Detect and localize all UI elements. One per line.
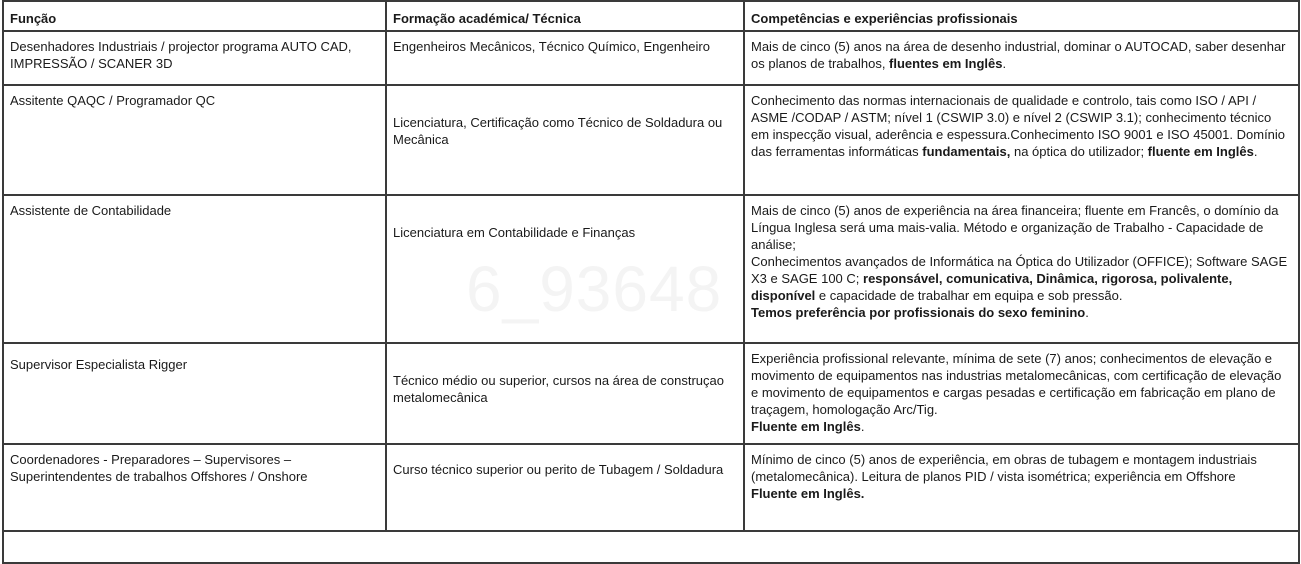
cell-funcao: Supervisor Especialista Rigger <box>3 343 386 444</box>
body-text: . <box>1253 144 1258 159</box>
cell-competencias <box>744 444 1299 531</box>
table-header-row <box>3 1 1299 31</box>
cell-formacao: Licenciatura, Certificação como Técnico de Soldadura ou Mecânica <box>386 85 744 195</box>
table-row <box>3 343 1299 444</box>
cell-formacao: Licenciatura em Contabilidade e Finanças <box>386 195 744 343</box>
emphasis-text: Temos preferência por profissionais do sexo feminino <box>751 305 1086 320</box>
cell-competencias <box>744 31 1299 85</box>
cell-formacao: Curso técnico superior ou perito de Tubagem / Soldadura <box>386 444 744 531</box>
table-row <box>3 195 1299 343</box>
cell-funcao: Coordenadores - Preparadores – Supervisores – Superintendentes de trabalhos Offshores / Onshore <box>3 444 386 531</box>
body-text: . <box>1002 56 1007 71</box>
emphasis-text: responsável, comunicativa, Dinâmica, rigorosa, polivalente, disponível <box>751 271 1233 303</box>
cell-funcao: Assitente QAQC / Programador QC <box>3 85 386 195</box>
body-text: . <box>860 419 865 434</box>
table-row <box>3 444 1299 531</box>
table-row <box>3 31 1299 85</box>
cell-funcao: Assistente de Contabilidade <box>3 195 386 343</box>
body-text: Conhecimentos avançados de Informática na Óptica do Utilizador (OFFICE); Software SAGE X3 e SAGE 100 C; <box>751 254 1288 286</box>
emphasis-text: fluente em Inglês <box>1147 144 1254 159</box>
cell-competencias <box>744 195 1299 343</box>
watermark: 6_93648 <box>466 253 723 325</box>
header-funcao: Função <box>3 1 386 31</box>
job-requirements-table <box>2 0 1300 564</box>
body-text: . <box>1085 305 1089 320</box>
body-text: na óptica do utilizador; <box>1010 144 1148 159</box>
cell-formacao: Engenheiros Mecânicos, Técnico Químico, Engenheiro <box>386 31 744 85</box>
body-text: Mais de cinco (5) anos de experiência na área financeira; fluente em Francês, o domínio da Língua Inglesa será uma mais-valia. Método e organização de Trabalho - Capacidade de análise; <box>751 203 1279 252</box>
table-row-continuation <box>3 531 1299 563</box>
table-row <box>3 85 1299 195</box>
cell-competencias <box>744 85 1299 195</box>
body-text: Experiência profissional relevante, mínima de sete (7) anos; conhecimentos de elevação e movimento de equipamentos nas industrias metalomecânicas, com certificação de elevação e movimento de equipamentos e cargas pesadas e certificação em fabricação em plano de traçagem, homologação Arc/Tig. <box>751 351 1282 417</box>
cell-formacao: Técnico médio ou superior, cursos na área de construçao metalomecânica <box>386 343 744 444</box>
emphasis-text: Fluente em Inglês. <box>751 486 865 501</box>
emphasis-text: Fluente em Inglês <box>751 419 861 434</box>
emphasis-text: fundamentais, <box>922 144 1011 159</box>
header-competencias: Competências e experiências profissionais <box>744 1 1299 31</box>
cell-competencias <box>744 343 1299 444</box>
emphasis-text: fluentes em Inglês <box>889 56 1003 71</box>
cell-funcao: Desenhadores Industriais / projector programa AUTO CAD, IMPRESSÃO / SCANER 3D <box>3 31 386 85</box>
cell-continuation <box>3 531 1299 563</box>
header-formacao: Formação académica/ Técnica <box>386 1 744 31</box>
body-text: Mínimo de cinco (5) anos de experiência, em obras de tubagem e montagem industriais (metalomecânica). Leitura de planos PID / vista isométrica; experiência em Offshore <box>751 452 1257 484</box>
body-text: e capacidade de trabalhar em equipa e sob pressão. <box>815 288 1123 303</box>
body-text: Mais de cinco (5) anos na área de desenho industrial, dominar o AUTOCAD, saber desenhar os planos de trabalhos, <box>751 39 1286 71</box>
body-text: Conhecimento das normas internacionais de qualidade e controlo, tais como ISO / API / ASME /CODAP / ASTM; nível 1 (CSWIP 3.0) e nível 2 (CSWIP 3.1); conhecimento técnico em inspecção visual, aderência e espessura.Conhecimento ISO 9001 e ISO 45001. Domínio das ferramentas informáticas <box>751 93 1286 159</box>
